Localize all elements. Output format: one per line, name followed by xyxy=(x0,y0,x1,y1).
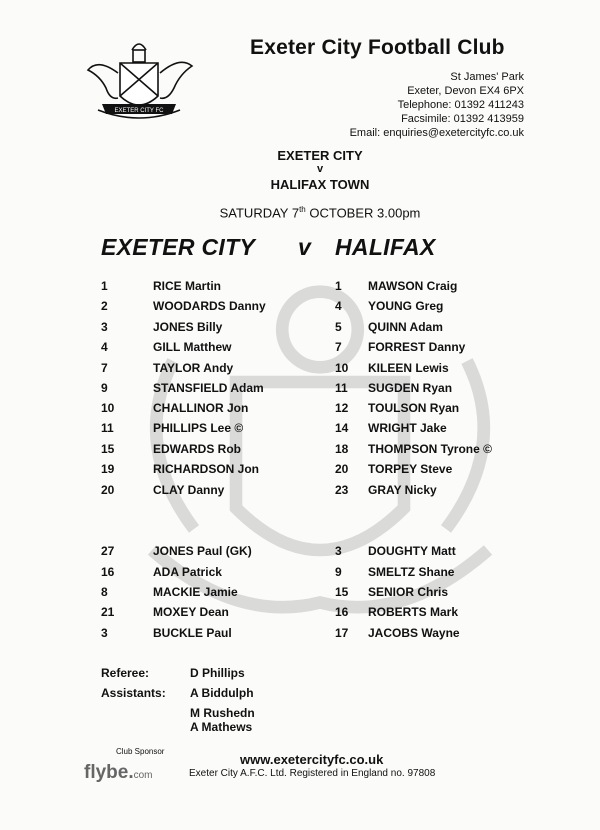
address-line: St James' Park xyxy=(450,71,524,83)
player-number: 18 xyxy=(335,442,349,456)
sub-name: MACKIE Jamie xyxy=(153,585,238,599)
player-number: 20 xyxy=(101,483,115,497)
sub-number: 27 xyxy=(101,544,115,558)
player-number: 7 xyxy=(335,340,342,354)
club-name: Exeter City Football Club xyxy=(250,36,505,59)
assistant-name: M Rushedn xyxy=(190,706,255,720)
sub-number: 3 xyxy=(101,626,108,640)
assistant-name: A Mathews xyxy=(190,720,253,734)
sub-name: ROBERTS Mark xyxy=(368,605,459,619)
sub-number: 16 xyxy=(335,605,349,619)
sub-number: 9 xyxy=(335,565,342,579)
sub-number: 21 xyxy=(101,605,115,619)
versus-heading: v xyxy=(298,234,312,260)
registration-text: Exeter City A.F.C. Ltd. Registered in England no. 97808 xyxy=(189,768,436,779)
away-team-title: HALIFAX TOWN xyxy=(270,177,370,192)
website-link[interactable]: www.exetercityfc.co.uk xyxy=(240,752,384,767)
facsimile: Facsimile: 01392 413959 xyxy=(401,113,524,125)
sub-number: 3 xyxy=(335,544,342,558)
versus: v xyxy=(316,163,324,175)
player-name: PHILLIPS Lee © xyxy=(153,421,244,435)
player-name: YOUNG Greg xyxy=(368,299,444,313)
player-name: JONES Billy xyxy=(153,320,223,334)
crest-banner-text: EXETER CITY FC xyxy=(114,108,164,114)
sub-name: SENIOR Chris xyxy=(368,585,449,599)
sub-name: SMELTZ Shane xyxy=(368,565,455,579)
assistants-label: Assistants: xyxy=(101,686,166,700)
referee-name: D Phillips xyxy=(190,666,245,680)
player-name: STANSFIELD Adam xyxy=(153,381,264,395)
address-line: Exeter, Devon EX4 6PX xyxy=(407,85,524,97)
home-team-title: EXETER CITY xyxy=(277,148,363,163)
sponsor-logo: flybe.com xyxy=(84,762,153,783)
player-name: EDWARDS Rob xyxy=(153,442,241,456)
player-name: CLAY Danny xyxy=(153,483,225,497)
player-number: 10 xyxy=(335,361,349,375)
home-team-heading: EXETER CITY xyxy=(101,234,256,260)
player-name: THOMPSON Tyrone © xyxy=(368,442,492,456)
club-crest-icon xyxy=(80,28,198,128)
player-name: MAWSON Craig xyxy=(368,279,458,293)
player-number: 2 xyxy=(101,299,108,313)
player-number: 19 xyxy=(101,462,115,476)
player-number: 15 xyxy=(101,442,115,456)
sub-name: MOXEY Dean xyxy=(153,605,229,619)
player-name: TAYLOR Andy xyxy=(153,361,234,375)
match-date: SATURDAY 7th OCTOBER 3.00pm xyxy=(219,205,421,221)
player-number: 1 xyxy=(335,279,342,293)
player-number: 20 xyxy=(335,462,349,476)
player-name: GILL Matthew xyxy=(153,340,232,354)
sub-name: JACOBS Wayne xyxy=(368,626,460,640)
away-team-heading: HALIFAX xyxy=(335,234,436,260)
player-number: 5 xyxy=(335,320,342,334)
player-name: TOULSON Ryan xyxy=(368,401,460,415)
player-name: FORREST Danny xyxy=(368,340,466,354)
player-number: 1 xyxy=(101,279,108,293)
sub-name: DOUGHTY Matt xyxy=(368,544,456,558)
player-name: KILEEN Lewis xyxy=(368,361,449,375)
player-name: RICHARDSON Jon xyxy=(153,462,260,476)
sub-number: 17 xyxy=(335,626,349,640)
player-name: QUINN Adam xyxy=(368,320,443,334)
player-number: 12 xyxy=(335,401,349,415)
sub-name: BUCKLE Paul xyxy=(153,626,232,640)
telephone: Telephone: 01392 411243 xyxy=(397,99,524,111)
player-number: 11 xyxy=(335,381,348,395)
player-name: TORPEY Steve xyxy=(368,462,453,476)
player-number: 4 xyxy=(101,340,108,354)
player-number: 7 xyxy=(101,361,108,375)
sponsor-label: Club Sponsor xyxy=(116,747,165,756)
player-number: 23 xyxy=(335,483,349,497)
email: Email: enquiries@exetercityfc.co.uk xyxy=(349,127,524,139)
player-number: 14 xyxy=(335,421,349,435)
sub-number: 8 xyxy=(101,585,108,599)
player-number: 4 xyxy=(335,299,342,313)
player-name: WOODARDS Danny xyxy=(153,299,266,313)
player-name: RICE Martin xyxy=(153,279,222,293)
sub-name: ADA Patrick xyxy=(153,565,222,579)
player-name: CHALLINOR Jon xyxy=(153,401,249,415)
player-name: GRAY Nicky xyxy=(368,483,437,497)
sub-number: 15 xyxy=(335,585,349,599)
player-name: WRIGHT Jake xyxy=(368,421,447,435)
player-name: SUGDEN Ryan xyxy=(368,381,453,395)
player-number: 9 xyxy=(101,381,108,395)
player-number: 3 xyxy=(101,320,108,334)
player-number: 10 xyxy=(101,401,115,415)
referee-label: Referee: xyxy=(101,666,150,680)
player-number: 11 xyxy=(101,421,114,435)
sub-name: JONES Paul (GK) xyxy=(153,544,252,558)
assistant-name: A Biddulph xyxy=(190,686,254,700)
sub-number: 16 xyxy=(101,565,115,579)
